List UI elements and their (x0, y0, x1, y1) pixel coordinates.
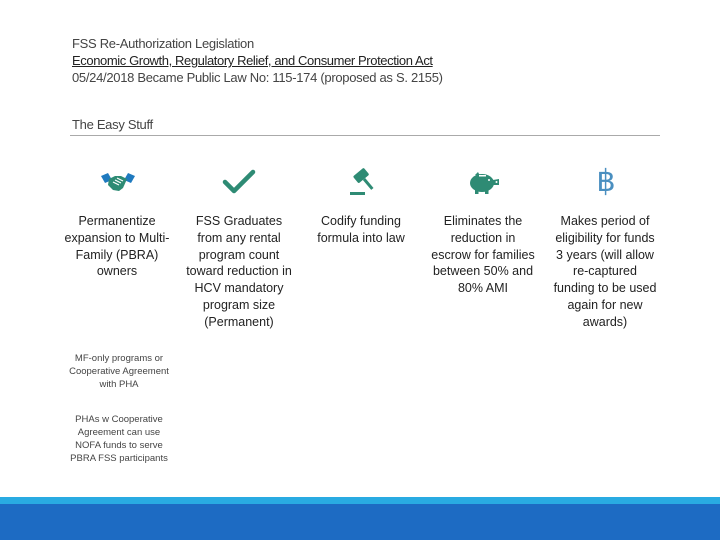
handshake-icon (98, 162, 138, 202)
section-title: The Easy Stuff (72, 117, 153, 132)
slide-title: FSS Re-Authorization Legislation (72, 36, 254, 51)
note-pha-cooperative: PHAs w Cooperative Agreement can use NOFA funds to serve PBRA FSS participants (70, 414, 168, 464)
gavel-icon (342, 162, 382, 202)
footer-bar (0, 504, 720, 540)
act-name: Economic Growth, Regulatory Relief, and Consumer Protection Act (72, 53, 433, 68)
checkmark-icon (219, 162, 259, 202)
slide-header (72, 35, 672, 86)
column-text-3: Codify funding formula into law (317, 214, 405, 245)
column-text-5: Makes period of eligibility for funds 3 years (will allow re-captured funding to be used again for new awards) (553, 214, 657, 329)
footer-accent-stripe (0, 497, 720, 504)
section-divider (70, 135, 660, 136)
column-text-2: FSS Graduates from any rental program count toward reduction in HCV mandatory program size (Permanent) (186, 214, 292, 329)
note-mf-only: MF-only programs or Cooperative Agreement with PHA (69, 353, 169, 390)
law-date-line: 05/24/2018 Became Public Law No: 115-174 (proposed as S. 2155) (72, 70, 443, 85)
column-text-1: Permanentize expansion to Multi-Family (PBRA) owners (64, 214, 170, 279)
piggy-bank-icon (464, 162, 504, 202)
bitcoin-icon: ฿ (596, 164, 616, 199)
column-text-4: Eliminates the reduction in escrow for families between 50% and 80% AMI (431, 214, 535, 296)
